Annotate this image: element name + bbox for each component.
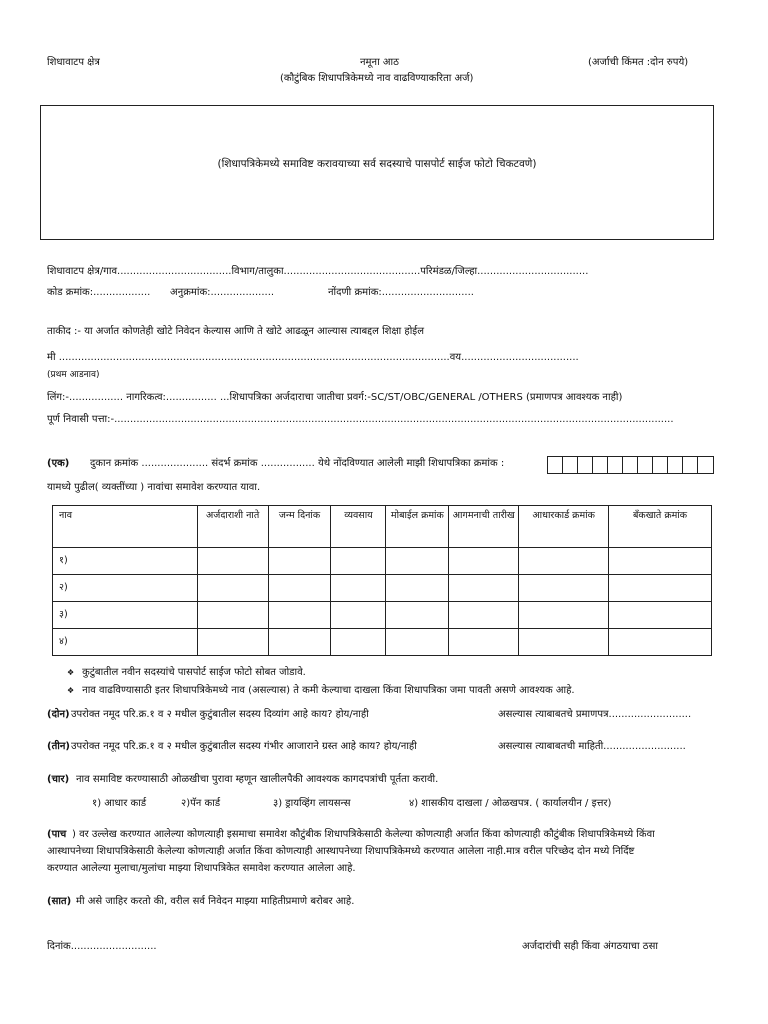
digit-box[interactable] <box>698 457 713 473</box>
ration-card-number-boxes[interactable] <box>547 456 714 474</box>
digit-box[interactable] <box>563 457 578 473</box>
table-cell[interactable] <box>331 575 386 602</box>
section-five-line: ) वर उल्लेख करण्यात आलेल्या कोणत्याही इसमाचा समावेश कौटुंबीक शिधापत्रिकेसाठी केलेल्या कोणत्याही अर्जात किंवा कोणत्याही कौटुंबीक शिधापत्रिकेमध्ये किंवा <box>72 829 655 840</box>
table-cell[interactable] <box>197 548 268 575</box>
row-number[interactable]: १) <box>53 548 198 575</box>
digit-box[interactable] <box>593 457 608 473</box>
applicant-details-line[interactable]: लिंग:-................. नागरिकत्व:................ ...शिधापत्रिका अर्जदाराचा जातीचा प्रवर्ग:-SC/ST/OBC/GENERAL /OTHERS (प्रमाणपत्र आवश्यक नाही) <box>47 392 623 403</box>
serial-field[interactable]: अनुक्रमांक:.................... <box>170 287 275 298</box>
digit-box[interactable] <box>608 457 623 473</box>
section-seven-marker: (सात) <box>47 896 72 907</box>
section-two-text: उपरोक्त नमूद परि.क्र.१ व २ मधील कुटुंबातील सदस्य दिव्यांग आहे काय? होय/नाही <box>71 709 369 720</box>
date-field[interactable]: दिनांक........................... <box>47 941 157 952</box>
row-number[interactable]: ४) <box>53 629 198 656</box>
code-field[interactable]: कोड क्रमांक:.................. <box>47 287 151 298</box>
column-header: बँकखाते क्रमांक <box>609 506 712 548</box>
table-cell[interactable] <box>386 629 449 656</box>
table-cell[interactable] <box>449 548 519 575</box>
name-hint: (प्रथम आडनाव) <box>47 370 100 380</box>
digit-box[interactable] <box>548 457 563 473</box>
digit-box[interactable] <box>638 457 653 473</box>
note-item <box>67 666 306 679</box>
table-header-row <box>53 506 712 548</box>
column-header: जन्म दिनांक <box>268 506 331 548</box>
section-five-line: आस्थापनेच्या शिधापत्रिकेसाठी केलेल्या कोणत्याही अर्जात किंवा कोणत्याही आस्थापनेच्या शिधापत्रिकेमध्ये करण्यात आलेला नाही.मात्र वरील परिच्छेद दोन मध्ये निर्दिष्ट <box>47 846 635 857</box>
photo-box[interactable] <box>40 105 714 240</box>
table-cell[interactable] <box>519 575 609 602</box>
table-cell[interactable] <box>609 602 712 629</box>
column-header: नाव <box>53 506 198 548</box>
table-cell[interactable] <box>519 629 609 656</box>
table-cell[interactable] <box>197 575 268 602</box>
section-four-text: नाव समाविष्ट करण्यासाठी ओळखीचा पुरावा म्हणून खालीलपैकी आवश्यक कागदपत्रांची पूर्तता करावी. <box>76 774 439 785</box>
table-row <box>53 629 712 656</box>
table-cell[interactable] <box>609 575 712 602</box>
column-header: आगमनाची तारीख <box>449 506 519 548</box>
digit-box[interactable] <box>668 457 683 473</box>
document-option: ३) ड्रायव्हिंग लायसन्स <box>273 798 351 809</box>
section-two-marker: (दोन) <box>47 709 70 720</box>
registration-field[interactable]: नोंदणी क्रमांक:............................. <box>328 287 474 298</box>
declaration-text: मी असे जाहिर करतो की, वरील सर्व निवेदन माझ्या माहितीप्रमाणे बरोबर आहे. <box>76 896 355 907</box>
table-row <box>53 548 712 575</box>
table-cell[interactable] <box>386 548 449 575</box>
section-two-right[interactable]: असल्यास त्याबाबतचे प्रमाणपत्र.......................... <box>498 709 692 720</box>
row-number[interactable]: २) <box>53 575 198 602</box>
table-cell[interactable] <box>268 602 331 629</box>
note-text: कुटुंबातील नवीन सदस्यांचे पासपोर्ट साईज फोटो सोबत जोडावे. <box>82 667 306 678</box>
applicant-name-line[interactable]: मी ...........................................................................................................................वय..................................... <box>47 352 579 363</box>
table-cell[interactable] <box>386 575 449 602</box>
table-cell[interactable] <box>197 602 268 629</box>
section-three-text: उपरोक्त नमूद परि.क्र.१ व २ मधील कुटुंबातील सदस्य गंभीर आजाराने ग्रस्त आहे काय? होय/नाही <box>71 741 417 752</box>
warning-text: ताकीद :- या अर्जात कोणतेही खोटे निवेदन केल्यास आणि ते खोटे आढळून आल्यास त्याबद्दल शिक्षा होईल <box>47 326 424 337</box>
address-line[interactable]: पूर्ण निवासी पत्ता:-................................................................................................................................................................................ <box>47 414 674 425</box>
digit-box[interactable] <box>578 457 593 473</box>
table-cell[interactable] <box>519 548 609 575</box>
table-cell[interactable] <box>331 548 386 575</box>
section-four-marker: (चार) <box>47 774 70 785</box>
section-one-text: दुकान क्रमांक ..................... संदर्भ क्रमांक ................. येथे नोंदविण्यात आलेली माझी शिधापत्रिका क्रमांक : <box>90 458 505 469</box>
note-text: नाव वाढविण्यासाठी इतर शिधापत्रिकेमध्ये नाव (असल्यास) ते कमी केल्याचा दाखला किंवा शिधापत्रिका जमा पावती असणे आवश्यक आहे. <box>82 685 575 696</box>
section-three-marker: (तीन) <box>47 741 70 752</box>
table-cell[interactable] <box>331 629 386 656</box>
section-three-right[interactable]: असल्यास त्याबाबतची माहिती.......................... <box>498 741 686 752</box>
column-header: आधारकार्ड क्रमांक <box>519 506 609 548</box>
document-option: १) आधार कार्ड <box>92 798 147 809</box>
table-cell[interactable] <box>331 602 386 629</box>
section-five-marker: (पाच <box>47 829 67 840</box>
photo-box-instruction: (शिधापत्रिकेमध्ये समाविष्ट करावयाच्या सर्व सदस्याचे पासपोर्ट साईज फोटो चिकटवणे) <box>217 158 537 170</box>
section-one-marker: (एक) <box>47 458 70 469</box>
signature-label: अर्जदारांची सही किंवा अंगठयाचा ठसा <box>522 941 658 952</box>
table-cell[interactable] <box>609 548 712 575</box>
table-cell[interactable] <box>386 602 449 629</box>
document-option: ४) शासकीय दाखला / ओळखपत्र. ( कार्यालयीन / इत्तर) <box>409 798 612 809</box>
digit-box[interactable] <box>653 457 668 473</box>
row-number[interactable]: ३) <box>53 602 198 629</box>
table-row <box>53 602 712 629</box>
table-cell[interactable] <box>449 575 519 602</box>
table-row <box>53 575 712 602</box>
section-one-intro: यामध्ये पुढील( व्यक्तींच्या ) नावांचा समावेश करण्यात यावा. <box>47 482 261 493</box>
column-header: व्यवसाय <box>331 506 386 548</box>
table-cell[interactable] <box>449 602 519 629</box>
table-cell[interactable] <box>449 629 519 656</box>
table-cell[interactable] <box>268 548 331 575</box>
table-cell[interactable] <box>268 629 331 656</box>
note-item <box>67 684 575 697</box>
form-subtitle: (कौटुंबिक शिधापत्रिकेमध्ये नाव वाढविण्याकरिता अर्ज) <box>280 73 474 84</box>
table-cell[interactable] <box>197 629 268 656</box>
diamond-bullet-icon: ❖ <box>67 686 75 695</box>
column-header: अर्जदाराशी नाते <box>197 506 268 548</box>
digit-box[interactable] <box>683 457 698 473</box>
section-five-line: करण्यात आलेल्या मुलाचा/मुलांचा माझ्या शिधापत्रिकेत समावेश करण्यात आलेला आहे. <box>47 863 356 874</box>
document-option: २)पॅन कार्ड <box>181 798 221 809</box>
application-fee: (अर्जाची किंमत :दोन रुपये) <box>588 57 689 68</box>
form-number-title: नमूना आठ <box>360 57 399 68</box>
area-line[interactable]: शिधावाटप क्षेत्र/गाव....................................विभाग/तालुका...........................................परिमंडळ/जिल्हा................................... <box>47 266 589 277</box>
table-cell[interactable] <box>609 629 712 656</box>
column-header: मोबाईल क्रमांक <box>386 506 449 548</box>
digit-box[interactable] <box>623 457 638 473</box>
diamond-bullet-icon: ❖ <box>67 668 75 677</box>
table-cell[interactable] <box>519 602 609 629</box>
header-region: शिधावाटप क्षेत्र <box>47 57 100 68</box>
table-cell[interactable] <box>268 575 331 602</box>
members-table <box>52 505 712 656</box>
